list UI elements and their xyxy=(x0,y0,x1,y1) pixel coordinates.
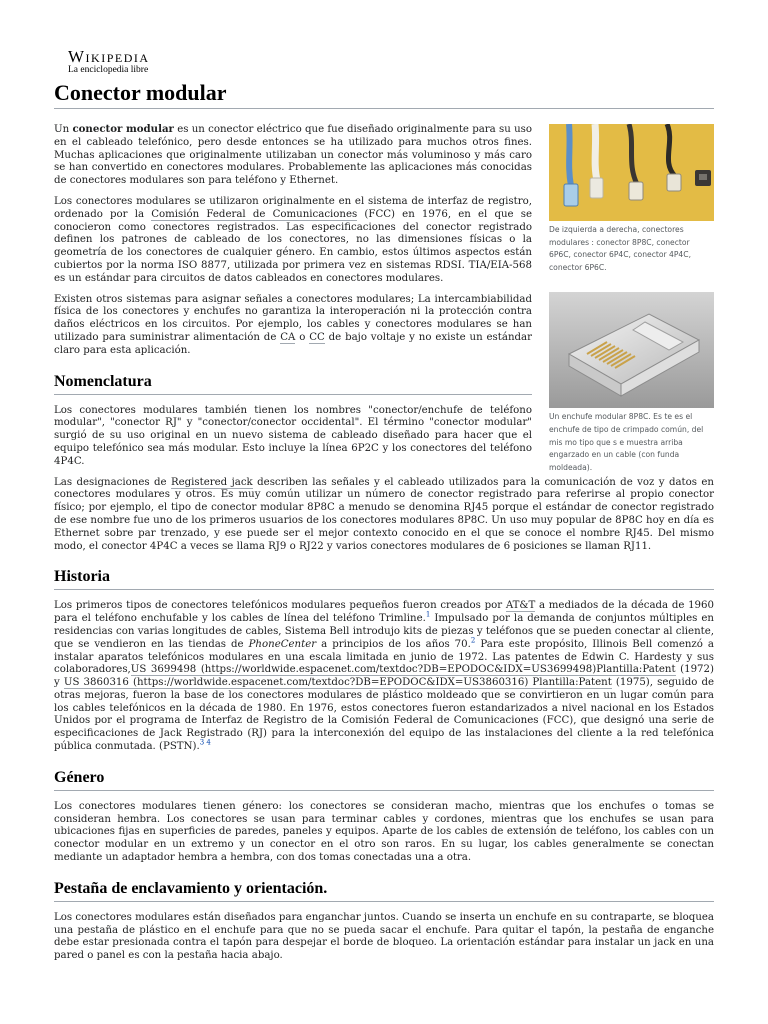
logo-tagline: La enciclopedia libre xyxy=(68,65,149,75)
nomenclatura-paragraph-1: Los conectores modulares también tienen los nombres "conector/enchufe de teléfono modular", "conector RJ" y "conector/conector occidental". El término "conector modular" surgió de su uso original en un nuevo sistema de cableado diseñado para hacer que el equipo telefónico sea más modular. Esto incluye la línea 6P2C y los conectores del teléfono 4P4C. xyxy=(54,404,532,467)
link-registered-jack[interactable]: Registered jack xyxy=(170,476,253,488)
plug-illustration xyxy=(549,292,714,408)
ref-1[interactable]: 1 xyxy=(425,610,431,619)
intro-paragraph-3: Existen otros sistemas para asignar señales a conectores modulares; La intercambiabilidad física de los conectores y enchufes no garantiza la interoperación ni la protección contra daños eléctricos en los circuitos. Por ejemplo, los cables y conectores modulares se han utilizado para suministrar alimentación de CA o CC de bajo voltaje y no existe un estándar claro para esta aplicación. xyxy=(54,293,532,356)
figure-8p8c-plug xyxy=(549,292,714,474)
genero-paragraph: Los conectores modulares tienen género: los conectores se consideran macho, mientras que los enchufes o tomas se consideran hembra. Los conectores se usan para terminar cables y cordones, mientras que los enchufes se usan para ubicaciones fijas en superficies de paredes, paneles y equipos. Aparte de los cables de extensión de teléfono, los cables con un conector modular en un extremo y un conector en el otro son raros. En su lugar, los cables generalmente se conectan mediante un adaptador hembra a hembra, con dos tomas conectadas una a otra. xyxy=(54,800,714,864)
connectors-illustration xyxy=(549,124,714,221)
intro-paragraph-2: Los conectores modulares se utilizaron originalmente en el sistema de interfaz de registro, ordenado por la Comisión Federal de Comunicaciones (FCC) en 1976, en el que se conocieron como conectores registrados. Las especificaciones del conector registrado definen los patrones de cableado de los conectores, no las dimensiones físicas o la geometría de los conectores de cualquier género. En cambio, estos últimos aspectos están cubiertos por la norma ISO 8877, utilizada por primera vez en sistemas RDSI. TIA/EIA-568 es un estándar para circuitos de datos cableados en conectores modulares. xyxy=(54,195,532,284)
link-att[interactable]: AT&T xyxy=(505,600,536,612)
logo-wordmark: Wikipedia xyxy=(68,47,150,66)
plug-photo[interactable] xyxy=(549,292,714,408)
ref-2[interactable]: 2 xyxy=(470,636,476,645)
historia-paragraph: Los primeros tipos de conectores telefónicos modulares pequeños fueron creados por AT&T a mediados de la década de 1960 para el teléfono enchufable y los cables de línea del teléfono Trimline.$^1$ Impulsado por la demanda de conjuntos múltiples en residencias con varias longitudes de cables, Sistema Bell introdujo kits de piezas y teléfonos que se pueden conectar al cliente, que se vendieron en las tiendas de PhoneCenter a principios de los años 70.$^2$ Para este propósito, Illinois Bell comenzó a instalar aparatos telefónicos modulares en una escala limitada en junio de 1972. Las patentes de Edwin C. Hardesty y sus colaboradores,US 3699498 (https://worldwide.espacenet.com/textdoc?DB=EPODOC&IDX=US3699498)Plantilla:Patent (1972) y US 3860316 (https://worldwide.espacenet.com/textdoc?DB=EPODOC&IDX=US3860316) Plantilla:Patent (1975), seguido de otras mejoras, fueron la base de los conectores modulares de plástico moldeado que se convirtieron en un lugar común para los cables telefónicos en la década de 1980. En 1976, estos conectores fueron estandarizados a nivel nacional en los Estados Unidos por el programa de Interfaz de Registro de la Comisión Federal de Comunicaciones (FCC), que designó una serie de especificaciones de Jack Registrado (RJ) para la interconexión del equipo de las instalaciones del cliente a la red telefónica pública conmutada. (PSTN).$^{3 4}$ xyxy=(54,600,714,753)
figure-connectors xyxy=(549,124,714,274)
heading-nomenclatura: Nomenclatura xyxy=(54,372,532,395)
link-cc[interactable]: CC xyxy=(309,331,325,343)
heading-historia: Historia xyxy=(54,567,714,590)
heading-pestana: Pestaña de enclavamiento y orientación. xyxy=(54,879,714,902)
page-title: Conector modular xyxy=(54,80,714,109)
nomenclatura-paragraph-2: Las designaciones de Registered jack describen las señales y el cableado utilizados para la comunicación de voz y datos en conectores modulares y otros. Es muy común utilizar un número de conector registrado para referirse al propio conector físico; por ejemplo, el tipo de conector modular 8P8C a menudo se denomina RJ45 porque el estándar de conector registrado de ese nombre fue uno de los primeros usuarios de los conectores modulares 8P8C. Un uso muy popular de 8P8C hoy en día es Ethernet sobre par trenzado, y ese puede ser el mejor contexto conocido en el que se conoce el nombre RJ45. Del mismo modo, el conector 4P4C a veces se llama RJ9 o RJ22 y varios conectores modulares de 6 posiciones se llaman RJ11. xyxy=(54,476,714,552)
link-patent-us3699498[interactable]: US 3699498 (https://worldwide.espacenet.com/textdoc?DB=EPODOC&IDX=US3699498)Plantilla:Patent xyxy=(130,664,676,676)
link-fcc[interactable]: Comisión Federal de Comunicaciones xyxy=(151,208,358,220)
ref-3-4[interactable]: 3 4 xyxy=(199,738,211,747)
connectors-photo[interactable] xyxy=(549,124,714,221)
link-ca[interactable]: CA xyxy=(280,331,296,343)
intro-paragraph-1: Un conector modular es un conector eléctrico que fue diseñado originalmente para su uso en el cableado telefónico, pero desde entonces se ha utilizado para muchos otros fines. Muchas aplicaciones que originalmente utilizaban un conector más voluminoso y más caro se han convertido en conectores modulares. Probablemente las aplicaciones más conocidas de conectores modulares son para teléfono y Ethernet. xyxy=(54,123,533,187)
figure-caption-2: Un enchufe modular 8P8C. Es te es el enchufe de tipo de crimpado común, del mis mo tipo que s e muestra arriba engarzado en un cable (con funda moldeada). xyxy=(549,412,704,472)
pestana-paragraph: Los conectores modulares están diseñados para enganchar juntos. Cuando se inserta un enchufe en su contraparte, se bloquea una pestaña de plástico en el enchufe para que no se pueda sacar el enchufe. Para quitar el tapón, la pestaña de enganche debe estar presionada contra el tapón para despejar el borde de bloqueo. La orientación estándar para instalar un jack en una pared o panel es con la pestaña hacia abajo. xyxy=(54,911,714,962)
wikipedia-logo[interactable] xyxy=(54,48,150,76)
figures-column xyxy=(549,124,714,484)
heading-genero: Género xyxy=(54,768,714,791)
bold-term: conector modular xyxy=(72,123,174,135)
link-patent-us3860316[interactable]: US 3860316 (https://worldwide.espacenet.com/textdoc?DB=EPODOC&IDX=US3860316) Plantilla:Patent xyxy=(63,677,612,689)
figure-caption-1: De izquierda a derecha, conectores modulares : conector 8P8C, conector 6P6C, conector 6P4C, conector 4P4C, conector 6P6C. xyxy=(549,225,691,272)
